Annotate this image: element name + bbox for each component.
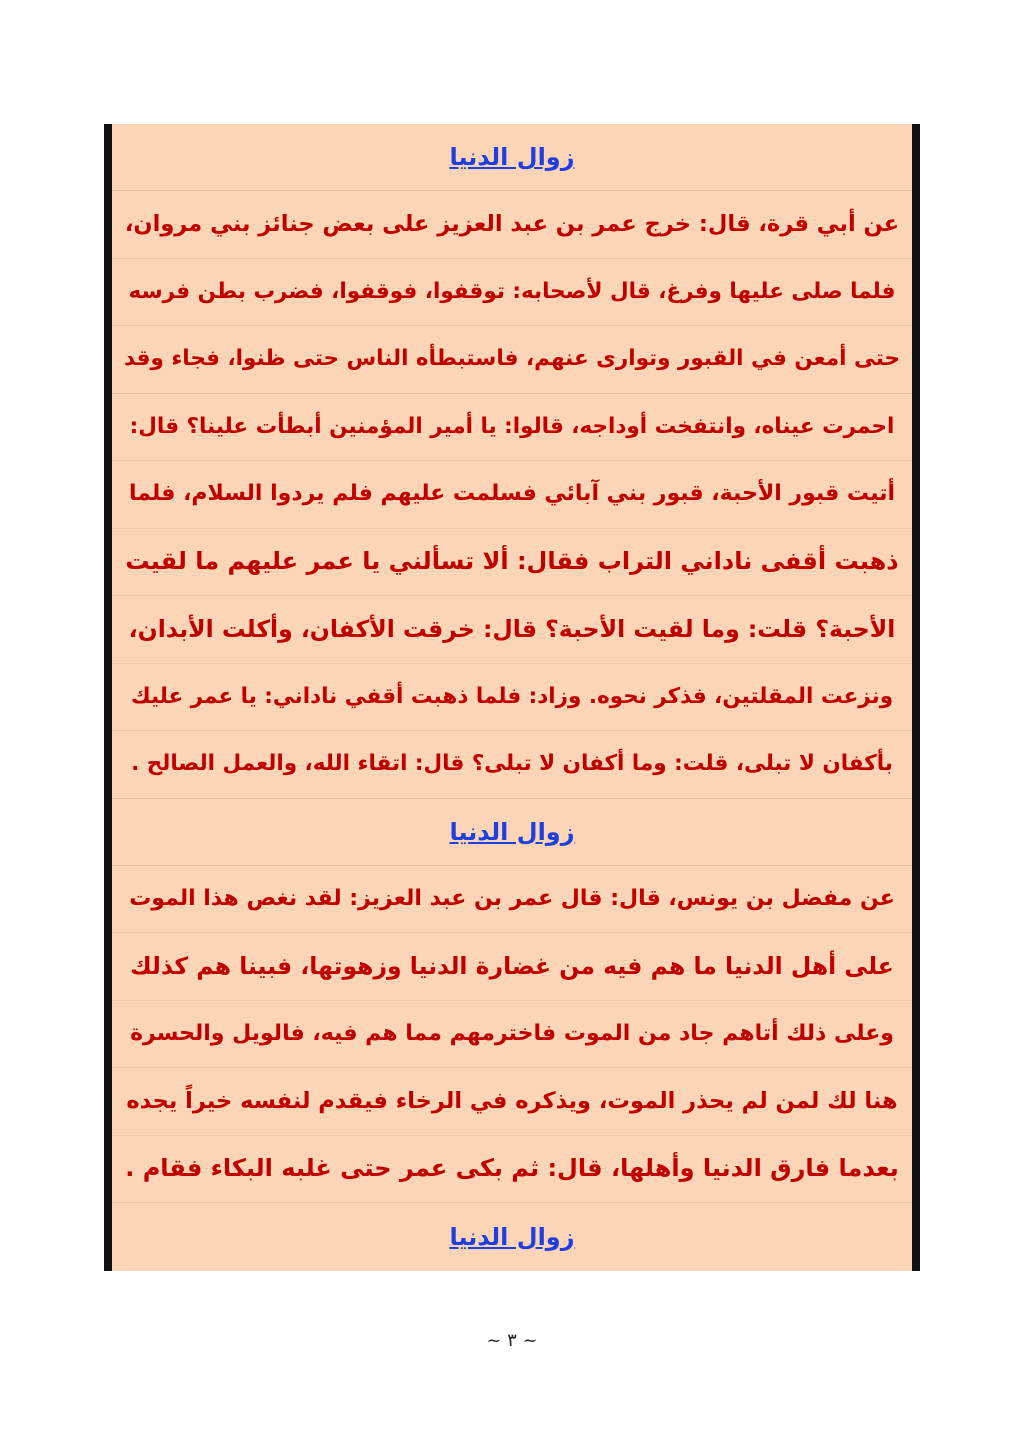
text-row [112,1068,912,1136]
text-line: وعلى ذلك أتاهم جاد من الموت فاخترمهم مما هم فيه، فالويل والحسرة [130,1020,894,1046]
text-line: ذهبت أقفى ناداني التراب فقال: ألا تسألني يا عمر عليهم ما لقيت [125,547,899,576]
text-line: بأكفان لا تبلى، قلت: وما أكفان لا تبلى؟ قال: اتقاء الله، والعمل الصالح . [131,751,893,777]
text-row [112,259,912,327]
text-line: على أهل الدنيا ما هم فيه من غضارة الدنيا وزهوتها، فبينا هم كذلك [130,952,894,981]
text-line: عن أبي قرة، قال: خرج عمر بن عبد العزيز على بعض جنائز بني مروان، [124,210,900,237]
text-row [112,933,912,1001]
page-number: ~ ٣ ~ [486,1330,538,1351]
text-row [112,664,912,732]
text-row [112,731,912,799]
section-title-row [112,799,912,866]
section-title-row [112,124,912,191]
section-title-row [112,1203,912,1270]
text-row [112,191,912,259]
section-title-link[interactable]: زوال الدنيا [449,817,575,846]
section-title-link[interactable]: زوال الدنيا [449,143,575,171]
text-line: هنا لك لمن لم يحذر الموت، ويذكره في الرخاء فيقدم لنفسه خيراً يجده [126,1087,898,1114]
text-line: عن مفضل بن يونس، قال: قال عمر بن عبد العزيز: لقد نغص هذا الموت [129,885,895,911]
text-line: الأحبة؟ قلت: وما لقيت الأحبة؟ قال: خرقت الأكفان، وأكلت الأبدان، [128,615,896,644]
text-line: فلما صلى عليها وفرغ، قال لأصحابه: توقفوا، فوقفوا، فضرب بطن فرسه [128,278,896,304]
text-line: بعدما فارق الدنيا وأهلها، قال: ثم بكى عمر حتى غلبه البكاء فقام . [125,1154,899,1183]
text-row [112,461,912,529]
text-row [112,1136,912,1204]
text-row [112,1001,912,1069]
page-frame [104,124,920,1271]
footer-title-link[interactable]: زوال الدنيا [449,1222,575,1251]
text-line: ونزعت المقلتين، فذكر نحوه. وزاد: فلما ذهبت أقفي ناداني: يا عمر عليك [130,683,894,709]
text-row [112,529,912,597]
text-row [112,596,912,664]
text-line: حتى أمعن في القبور وتوارى عنهم، فاستبطأه الناس حتى ظنوا، فجاء وقد [123,346,901,372]
text-row [112,394,912,462]
text-row [112,326,912,394]
text-line: احمرت عيناه، وانتفخت أوداجه، قالوا: يا أمير المؤمنين أبطأت علينا؟ قال: [129,413,895,439]
text-row [112,866,912,934]
text-line: أتيت قبور الأحبة، قبور بني آبائي فسلمت عليهم فلم يردوا السلام، فلما [129,481,895,507]
